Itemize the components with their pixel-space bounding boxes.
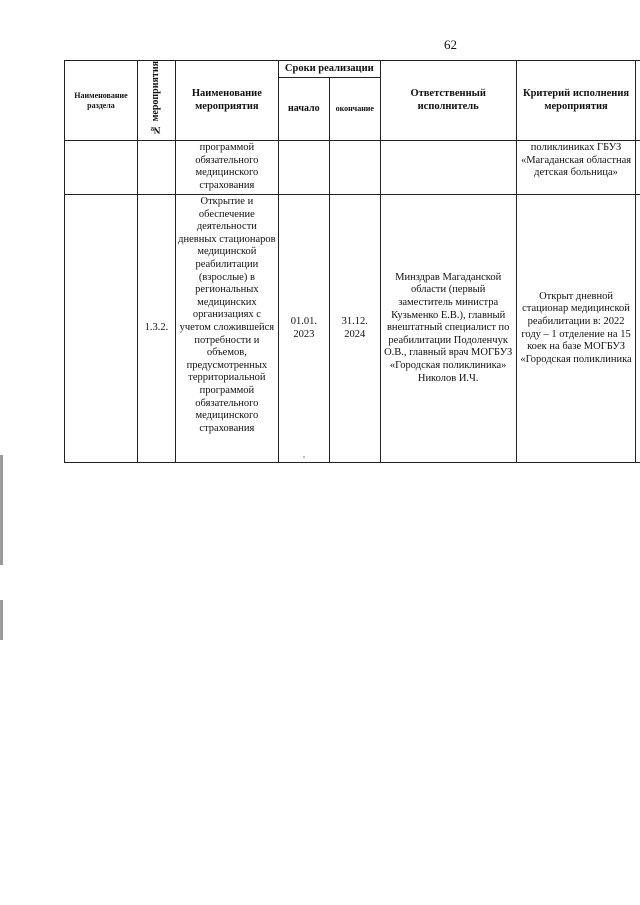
scan-dot: [303, 456, 305, 458]
scan-edge-mark: [0, 455, 3, 565]
row-1-section: [65, 141, 138, 195]
header-criterion: Критерий исполнения мероприятия: [516, 61, 636, 141]
header-executor: Ответственный исполнитель: [380, 61, 516, 141]
row-2-event: Открытие и обеспечение деятельности дневных стационаров медицинской реабилитации (взрослые) в региональных медицинских организациях с учетом сложившейся потребности и объемов, предусмотренных территориальной программой обязательного медицинского страхования: [175, 195, 278, 463]
row-2-number: 1.3.2.: [137, 195, 175, 463]
row-1-executor: [380, 141, 516, 195]
row-1-criterion: поликлиниках ГБУЗ «Магаданская областная детская больница»: [516, 141, 636, 195]
table-row: [65, 141, 640, 195]
header-event-name: Наименование мероприятия: [175, 61, 278, 141]
header-section-name: Наименование раздела: [65, 61, 138, 141]
header-cut-column: [636, 61, 640, 141]
row-1-number: [137, 141, 175, 195]
row-2-section: [65, 195, 138, 463]
action-plan-table: [64, 60, 640, 463]
header-event-number: № мероприятия: [137, 61, 175, 141]
header-end: окончание: [329, 78, 380, 141]
header-start: начало: [278, 78, 329, 141]
header-row-top: [65, 61, 640, 78]
row-2-end: 31.12. 2024: [329, 195, 380, 463]
table-row: [65, 195, 640, 463]
scan-edge-mark: [0, 600, 3, 640]
row-2-executor: Минздрав Магаданской области (первый заместитель министра Кузьменко Е.В.), главный внештатный специалист по реабилитации Подоленчук О.В., главный врач МОГБУЗ «Городская поликлиника» Николов И.Ч.: [380, 195, 516, 463]
row-1-event: программой обязательного медицинского страхования: [175, 141, 278, 195]
header-terms: Сроки реализации: [278, 61, 380, 78]
row-1-cut: [636, 141, 640, 195]
row-1-end: [329, 141, 380, 195]
row-2-criterion: Открыт дневной стационар медицинской реабилитации в: 2022 году – 1 отделение на 15 коек на базе МОГБУЗ «Городская поликлиника: [516, 195, 636, 463]
row-2-cut: [636, 195, 640, 463]
page-number: 62: [444, 37, 457, 52]
row-2-start: 01.01. 2023: [278, 195, 329, 463]
row-1-start: [278, 141, 329, 195]
